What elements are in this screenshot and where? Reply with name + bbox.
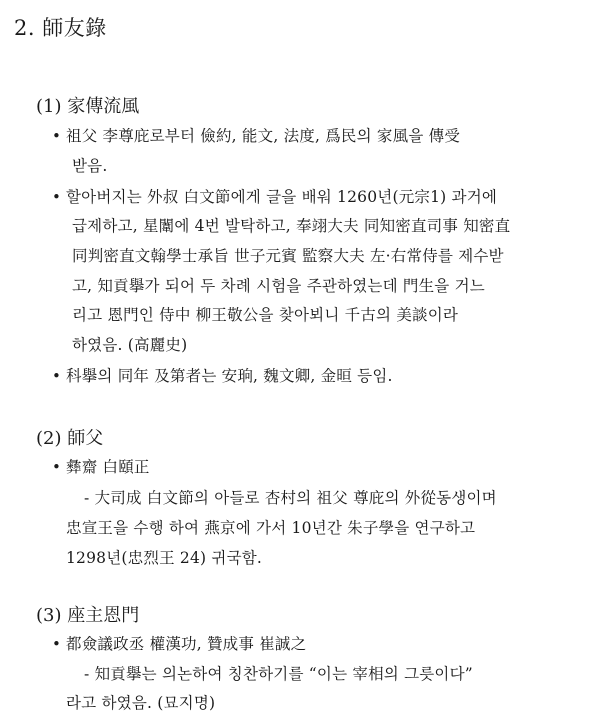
text-line: 받음.: [72, 157, 108, 175]
bullet-icon: •: [52, 127, 61, 145]
section-heading-examiners: (3) 座主恩門: [36, 605, 140, 626]
text-line: 라고 하였음. (묘지명): [66, 694, 216, 712]
text-line: - 知貢擧는 의논하여 칭찬하기를 “이는 宰相의 그릇이다”: [84, 665, 473, 683]
text-line: 급제하고, 星闈에 4번 발탁하고, 奉翊大夫 同知密直司事 知密直: [72, 217, 511, 235]
text-line: - 大司成 白文節의 아들로 杏村의 祖父 尊庇의 外從동생이며: [84, 489, 497, 507]
text-line: 祖父 李尊庇로부터 儉約, 能文, 法度, 爲民의 家風을 傳受: [66, 127, 461, 145]
text-line: 리고 恩門인 侍中 柳王敬公을 찾아뵈니 千古의 美談이라: [72, 306, 459, 324]
text-line: 고, 知貢擧가 되어 두 차례 시험을 주관하였는데 門生을 거느: [72, 277, 485, 295]
page-title: 2. 師友錄: [14, 16, 107, 40]
text-line: 하였음. (高麗史): [72, 336, 188, 354]
section-heading-family: (1) 家傳流風: [36, 96, 140, 117]
text-line: 忠宣王을 수행 하여 燕京에 가서 10년간 朱子學을 연구하고: [66, 519, 476, 537]
text-line: 1298년(忠烈王 24) 귀국함.: [66, 549, 263, 567]
bullet-icon: •: [52, 188, 61, 206]
section-heading-teacher: (2) 師父: [36, 428, 104, 449]
text-line: 都僉議政丞 權漢功, 贊成事 崔誠之: [66, 635, 307, 653]
bullet-icon: •: [52, 367, 61, 385]
text-line: 彝齋 白頤正: [66, 458, 150, 476]
text-line: 同判密直文翰學士承旨 世子元賓 監察大夫 左·右常侍를 제수받: [72, 247, 504, 265]
text-line: 할아버지는 外叔 白文節에게 글을 배워 1260년(元宗1) 과거에: [66, 188, 498, 206]
text-line: 科擧의 同年 及第者는 安珦, 魏文卿, 金晅 등임.: [66, 367, 393, 385]
bullet-icon: •: [52, 458, 61, 476]
bullet-icon: •: [52, 635, 61, 653]
